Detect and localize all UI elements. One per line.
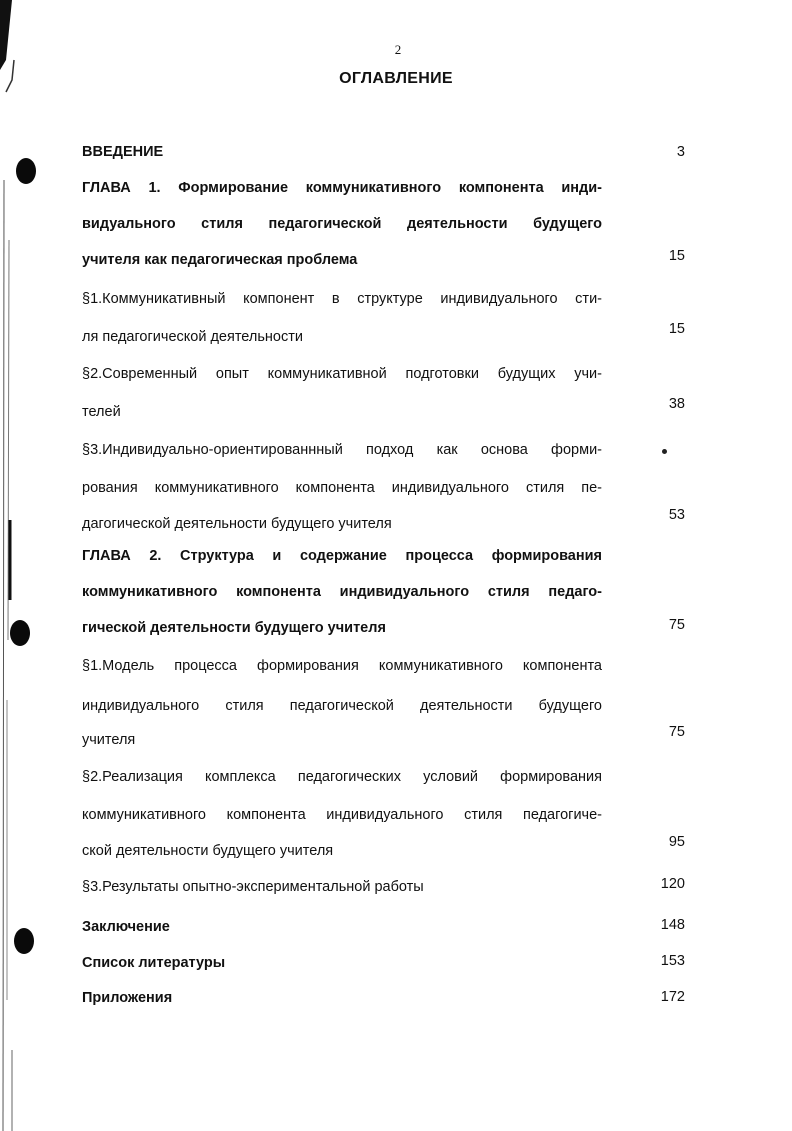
scan-speck [662, 449, 667, 454]
toc-page-ch1-s3: 53 [668, 507, 685, 523]
toc-page-ch2-s3: 120 [660, 876, 685, 892]
toc-page-references: 153 [660, 953, 685, 969]
toc-entry-ch1-line1: ГЛАВА 1. Формирование коммуникативного компонента инди- [82, 180, 602, 196]
page-number: 2 [394, 42, 402, 57]
toc-page-ch1-s1: 15 [668, 321, 685, 337]
toc-entry-ch2-s1-line2: индивидуального стиля педагогической деятельности будущего [82, 698, 602, 714]
toc-page-ch2-s2: 95 [668, 834, 685, 850]
toc-page-ch1: 15 [668, 248, 685, 264]
toc-entry-ch1-line3: учителя как педагогическая проблема [82, 252, 358, 268]
toc-entry-ch2-s2-line2: коммуникативного компонента индивидуального стиля педагогиче- [82, 807, 602, 823]
toc-page-ch1-s2: 38 [668, 396, 685, 412]
toc-entry-intro: ВВЕДЕНИЕ [82, 144, 164, 160]
toc-page-ch2-s1: 75 [668, 724, 685, 740]
toc-entry-ch1-s3-line2: рования коммуникативного компонента индивидуального стиля пе- [82, 480, 602, 496]
toc-entry-ch2-s2-line1: §2.Реализация комплекса педагогических условий формирования [82, 769, 602, 785]
punch-hole-middle [10, 620, 30, 646]
toc-page-conclusion: 148 [660, 917, 685, 933]
toc-entry-ch1-s2-line1: §2.Современный опыт коммуникативной подготовки будущих учи- [82, 366, 602, 382]
toc-page-ch2: 75 [668, 617, 685, 633]
toc-entry-ch2-s2-line3: ской деятельности будущего учителя [82, 843, 334, 859]
toc-entry-ch2-line2: коммуникативного компонента индивидуального стиля педаго- [82, 584, 602, 600]
toc-entry-ch2-line3: гической деятельности будущего учителя [82, 620, 386, 636]
toc-entry-ch1-s1-line2: ля педагогической деятельности [82, 329, 303, 345]
toc-entry-references: Список литературы [82, 955, 226, 971]
toc-entry-conclusion: Заключение [82, 919, 170, 935]
toc-entry-ch1-s3-line1: §3.Индивидуально-ориентированнный подход как основа форми- [82, 442, 602, 458]
toc-entry-ch2-s1-line3: учителя [82, 732, 136, 748]
toc-entry-ch2-s3: §3.Результаты опытно-экспериментальной работы [82, 879, 424, 895]
toc-entry-ch2-line1: ГЛАВА 2. Структура и содержание процесса формирования [82, 548, 602, 564]
toc-page-intro: 3 [676, 144, 685, 160]
punch-hole-top [16, 158, 36, 184]
toc-entry-ch2-s1-line1: §1.Модель процесса формирования коммуникативного компонента [82, 658, 602, 674]
punch-hole-bottom [14, 928, 34, 954]
toc-entry-appendices: Приложения [82, 990, 173, 1006]
page-title: ОГЛАВЛЕНИЕ [339, 70, 453, 87]
toc-entry-ch1-s1-line1: §1.Коммуникативный компонент в структуре индивидуального сти- [82, 291, 602, 307]
toc-entry-ch1-line2: видуального стиля педагогической деятельности будущего [82, 216, 602, 232]
toc-entry-ch1-s3-line3: дагогической деятельности будущего учителя [82, 516, 392, 532]
toc-page-appendices: 172 [660, 989, 685, 1005]
toc-entry-ch1-s2-line2: телей [82, 404, 121, 420]
